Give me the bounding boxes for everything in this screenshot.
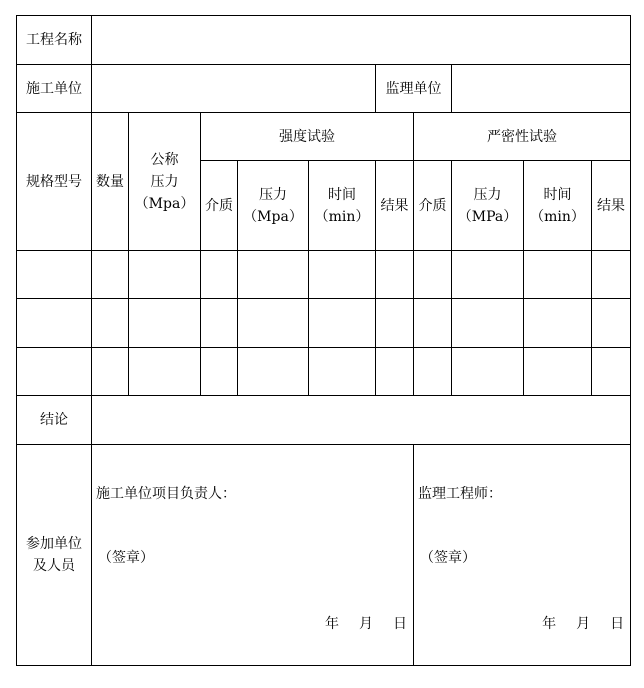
tightness-result-header: 结果 — [592, 161, 631, 251]
spec-header: 规格型号 — [17, 113, 92, 251]
header-row-1 — [17, 113, 631, 161]
tightness-time-header: 时间 （min） — [524, 161, 592, 251]
table-cell[interactable] — [414, 299, 452, 348]
table-cell[interactable] — [376, 251, 414, 299]
table-cell[interactable] — [452, 348, 524, 396]
strength-pressure-header: 压力 （Mpa） — [238, 161, 309, 251]
strength-test-header: 强度试验 — [201, 113, 414, 161]
table-cell[interactable] — [92, 251, 129, 299]
supervisor-field[interactable] — [452, 65, 631, 113]
contractor-signature-cell[interactable] — [92, 445, 414, 666]
strength-time-header: 时间 （min） — [309, 161, 376, 251]
month-label: 月 — [359, 616, 373, 632]
tightness-pressure-header: 压力 （MPa） — [452, 161, 524, 251]
table-cell[interactable] — [201, 348, 238, 396]
contractor-manager-label: 施工单位项目负责人： — [96, 486, 236, 502]
table-cell[interactable] — [129, 251, 201, 299]
table-cell[interactable] — [238, 251, 309, 299]
table-cell[interactable] — [452, 251, 524, 299]
table-cell[interactable] — [92, 348, 129, 396]
contractor-date — [315, 613, 407, 635]
engineer-signature-cell[interactable] — [414, 445, 631, 666]
table-cell[interactable] — [592, 348, 631, 396]
conclusion-label: 结论 — [17, 396, 92, 445]
table-cell[interactable] — [309, 348, 376, 396]
day-label: 日 — [393, 616, 407, 632]
quantity-header: 数量 — [92, 113, 129, 251]
contractor-signature-block — [92, 445, 413, 664]
conclusion-field[interactable] — [92, 396, 631, 445]
table-cell[interactable] — [524, 299, 592, 348]
table-cell[interactable] — [524, 348, 592, 396]
contractor-field[interactable] — [92, 65, 376, 113]
table-cell[interactable] — [129, 348, 201, 396]
supervisor-label: 监理单位 — [376, 65, 452, 113]
table-cell[interactable] — [452, 299, 524, 348]
participants-label: 参加单位 及人员 — [17, 445, 92, 666]
table-row — [17, 348, 631, 396]
project-name-field[interactable] — [92, 16, 631, 65]
table-cell[interactable] — [201, 251, 238, 299]
table-cell[interactable] — [17, 251, 92, 299]
table-cell[interactable] — [524, 251, 592, 299]
table-cell[interactable] — [592, 251, 631, 299]
table-row — [17, 299, 631, 348]
engineer-seal-label: （签章） — [420, 550, 476, 566]
project-name-row — [17, 16, 631, 65]
table-cell[interactable] — [309, 299, 376, 348]
contractor-label: 施工单位 — [17, 65, 92, 113]
table-cell[interactable] — [309, 251, 376, 299]
table-cell[interactable] — [17, 348, 92, 396]
participants-row — [17, 445, 631, 666]
contractor-seal-label: （签章） — [98, 550, 154, 566]
table-cell[interactable] — [414, 251, 452, 299]
table-cell[interactable] — [17, 299, 92, 348]
table-cell[interactable] — [201, 299, 238, 348]
tightness-test-header: 严密性试验 — [414, 113, 631, 161]
month-label: 月 — [576, 616, 591, 632]
pressure-test-form — [16, 15, 631, 666]
engineer-date — [532, 613, 624, 635]
project-name-label: 工程名称 — [17, 16, 92, 65]
strength-medium-header: 介质 — [201, 161, 238, 251]
table-row — [17, 251, 631, 299]
table-cell[interactable] — [592, 299, 631, 348]
strength-result-header: 结果 — [376, 161, 414, 251]
table-cell[interactable] — [92, 299, 129, 348]
year-label: 年 — [325, 616, 339, 632]
units-row — [17, 65, 631, 113]
table-cell[interactable] — [129, 299, 201, 348]
table-cell[interactable] — [238, 348, 309, 396]
table-cell[interactable] — [376, 348, 414, 396]
year-label: 年 — [542, 616, 557, 632]
nominal-pressure-header: 公称 压力 （Mpa） — [129, 113, 201, 251]
day-label: 日 — [610, 616, 625, 632]
tightness-medium-header: 介质 — [414, 161, 452, 251]
table-cell[interactable] — [414, 348, 452, 396]
table-cell[interactable] — [238, 299, 309, 348]
conclusion-row — [17, 396, 631, 445]
engineer-label: 监理工程师： — [418, 486, 502, 502]
table-cell[interactable] — [376, 299, 414, 348]
engineer-signature-block — [414, 445, 630, 664]
